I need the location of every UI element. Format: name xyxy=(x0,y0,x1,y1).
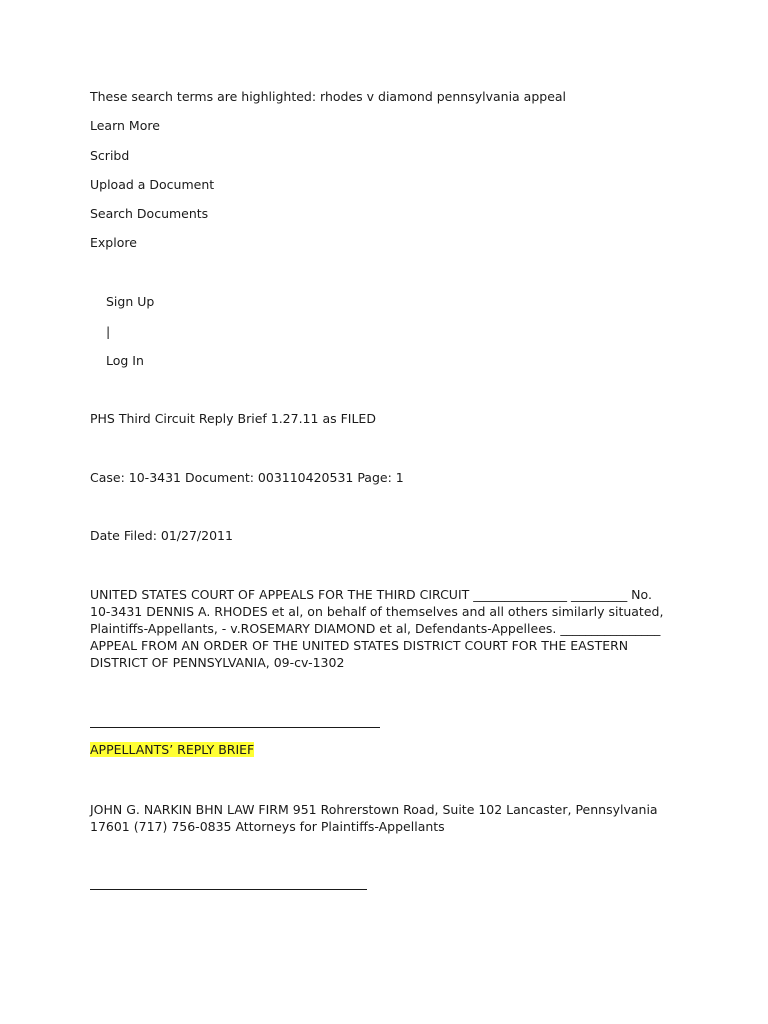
auth-separator: | xyxy=(106,324,111,339)
divider-line xyxy=(90,889,367,890)
sign-up-link[interactable]: Sign Up xyxy=(106,294,155,309)
document-title: PHS Third Circuit Reply Brief 1.27.11 as FILED xyxy=(90,411,376,426)
search-documents-link[interactable]: Search Documents xyxy=(90,206,209,221)
upload-document-link[interactable]: Upload a Document xyxy=(90,177,215,192)
scribd-link[interactable]: Scribd xyxy=(90,148,130,163)
log-in-link[interactable]: Log In xyxy=(106,353,144,368)
case-caption: UNITED STATES COURT OF APPEALS FOR THE THIRD CIRCUIT _______________ _________ No. 10-3431 DENNIS A. RHODES et al, on behalf of themselves and all others similarly situated, Plaintiffs-Appellants, - v.ROSEMARY DIAMOND et al, Defendants-Appellees. ________________ APPEAL FROM AN ORDER OF THE UNITED STATES DISTRICT COURT FOR THE EASTERN DISTRICT OF PENNSYLVANIA, 09-cv-1302 xyxy=(90,587,664,670)
divider-line xyxy=(90,727,380,728)
counsel-info: JOHN G. NARKIN BHN LAW FIRM 951 Rohrerstown Road, Suite 102 Lancaster, Pennsylvania 17601 (717) 756-0835 Attorneys for Plaintiffs-Appellants xyxy=(90,802,658,834)
highlighted-heading-text: APPELLANTS’ REPLY BRIEF xyxy=(90,742,255,757)
learn-more-link[interactable]: Learn More xyxy=(90,118,160,133)
explore-link[interactable]: Explore xyxy=(90,235,137,250)
brief-heading xyxy=(90,742,254,758)
date-filed: Date Filed: 01/27/2011 xyxy=(90,528,233,543)
case-info: Case: 10-3431 Document: 003110420531 Page: 1 xyxy=(90,470,404,485)
search-terms-notice: These search terms are highlighted: rhodes v diamond pennsylvania appeal xyxy=(90,89,567,104)
